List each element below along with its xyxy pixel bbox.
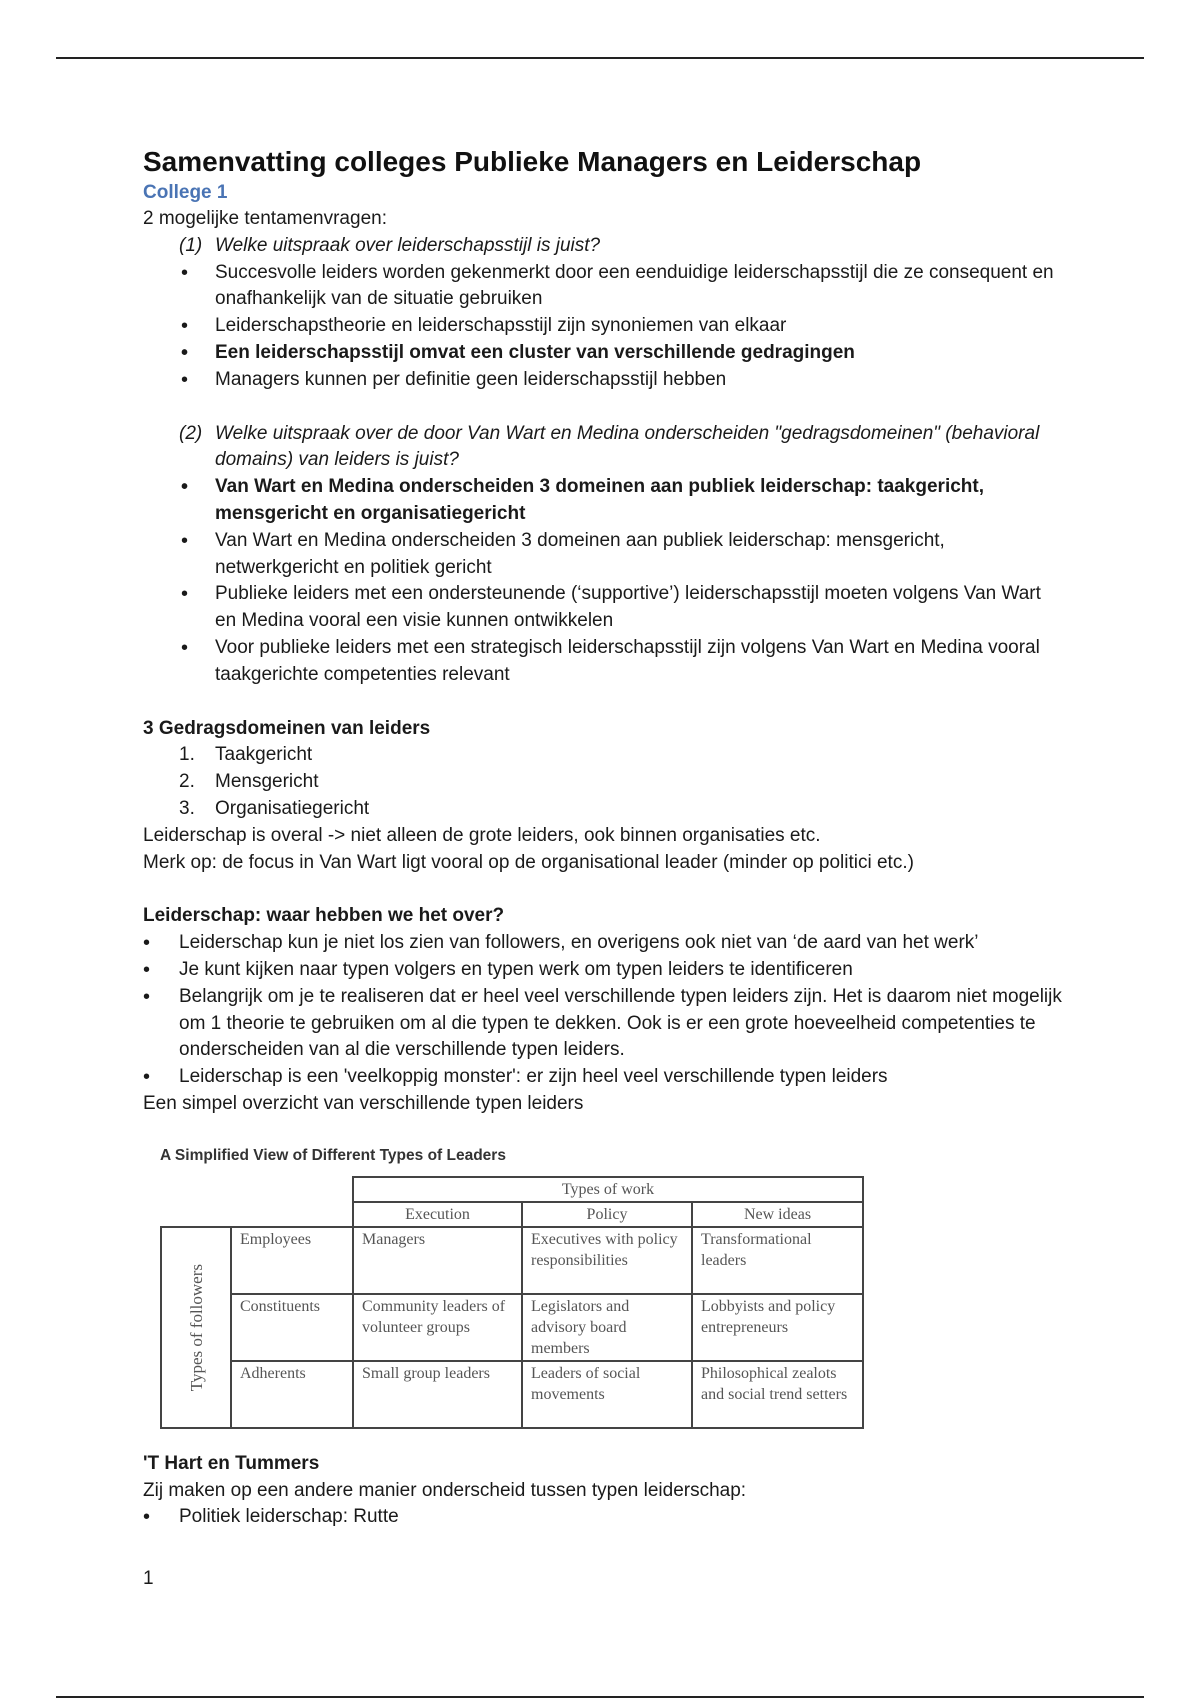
question-1-options bbox=[143, 260, 1063, 394]
table-cell: Managers bbox=[352, 1226, 521, 1293]
paragraph: Zij maken op een andere manier onderscheid tussen typen leiderschap: bbox=[143, 1479, 747, 1501]
domains-list bbox=[143, 742, 1063, 822]
row-label: Constituents bbox=[230, 1293, 352, 1360]
header-rule bbox=[56, 57, 1144, 59]
paragraph: Leiderschap is overal -> niet alleen de grote leiders, ook binnen organisaties etc. bbox=[143, 824, 821, 846]
list-item-correct: • Van Wart en Medina onderscheiden 3 domeinen aan publiek leiderschap: taakgericht, mensgericht en organisatiegericht bbox=[143, 474, 1063, 528]
list-item: • Succesvolle leiders worden gekenmerkt door een eenduidige leiderschapsstijl die ze consequent en onafhankelijk van de situatie gebruiken bbox=[143, 260, 1063, 314]
paragraph: Merk op: de focus in Van Wart ligt vooral op de organisational leader (minder op politici etc.) bbox=[143, 851, 914, 873]
hart-list bbox=[143, 1504, 1063, 1531]
question-1 bbox=[143, 233, 1063, 260]
list-item-correct: • Een leiderschapsstijl omvat een cluster van verschillende gedragingen bbox=[143, 340, 1063, 367]
question-number: (1) bbox=[179, 234, 203, 256]
list-item: • Van Wart en Medina onderscheiden 3 domeinen aan publiek leiderschap: mensgericht, netwerkgericht en politiek gericht bbox=[143, 528, 1063, 582]
list-item: • Leiderschap kun je niet los zien van followers, en overigens ook niet van ‘de aard van het werk’ bbox=[143, 930, 1063, 957]
section-heading-hart: 'T Hart en Tummers bbox=[143, 1452, 320, 1474]
table-cell: Philosophical zealots and social trend setters bbox=[691, 1360, 864, 1429]
leaders-figure bbox=[160, 1146, 872, 1429]
leaders-table bbox=[160, 1176, 872, 1429]
row-label: Employees bbox=[230, 1226, 352, 1293]
list-item: • Belangrijk om je te realiseren dat er heel veel verschillende typen leiders zijn. Het is daarom niet mogelijk om 1 theorie te gebruiken om al die typen te dekken. Ook is er een grote hoeveelheid competenties te onderscheiden van al die verschillende typen leiders. bbox=[143, 984, 1063, 1064]
list-item: • Publieke leiders met een ondersteunende (‘supportive’) leiderschapsstijl moeten volgens Van Wart en Medina vooral een visie kunnen ontwikkelen bbox=[143, 581, 1063, 635]
list-item: • Managers kunnen per definitie geen leiderschapsstijl hebben bbox=[143, 367, 1063, 394]
column-header: Policy bbox=[521, 1201, 691, 1226]
column-header: Execution bbox=[352, 1201, 521, 1226]
list-item: • Je kunt kijken naar typen volgers en typen werk om typen leiders te identificeren bbox=[143, 957, 1063, 984]
list-item: • Voor publieke leiders met een strategisch leiderschapsstijl zijn volgens Van Wart en Medina vooral taakgerichte competenties relevant bbox=[143, 635, 1063, 689]
question-2 bbox=[143, 421, 1063, 475]
table-cell: Community leaders of volunteer groups bbox=[352, 1293, 521, 1360]
question-number: (2) bbox=[179, 422, 203, 444]
table-cell: Small group leaders bbox=[352, 1360, 521, 1429]
footer-rule bbox=[56, 1696, 1144, 1698]
list-item: 3. Organisatiegericht bbox=[179, 797, 370, 819]
list-item: 1. Taakgericht bbox=[179, 744, 313, 766]
paragraph: Een simpel overzicht van verschillende typen leiders bbox=[143, 1092, 584, 1114]
page-number: 1 bbox=[143, 1568, 154, 1589]
list-item: • Leiderschapstheorie en leiderschapsstijl zijn synoniemen van elkaar bbox=[143, 313, 1063, 340]
question-2-options bbox=[143, 474, 1063, 688]
list-item: • Leiderschap is een 'veelkoppig monster': er zijn heel veel verschillende typen leiders bbox=[143, 1064, 1063, 1091]
column-header: New ideas bbox=[691, 1201, 864, 1226]
table-cell: Lobbyists and policy entrepreneurs bbox=[691, 1293, 864, 1360]
section-heading-college: College 1 bbox=[143, 182, 228, 203]
table-header-types-of-work: Types of work bbox=[352, 1176, 864, 1201]
table-cell: Executives with policy responsibilities bbox=[521, 1226, 691, 1293]
question-text: Welke uitspraak over leiderschapsstijl is juist? bbox=[215, 234, 601, 256]
leadership-list bbox=[143, 930, 1063, 1091]
section-heading-domains: 3 Gedragsdomeinen van leiders bbox=[143, 717, 431, 739]
question-text: Welke uitspraak over de door Van Wart en Medina onderscheiden "gedragsdomeinen" (behavioral domains) van leiders is juist? bbox=[215, 422, 1040, 471]
row-header-types-of-followers: Types of followers bbox=[160, 1226, 230, 1429]
table-cell: Transformational leaders bbox=[691, 1226, 864, 1293]
figure-title: A Simplified View of Different Types of Leaders bbox=[160, 1146, 506, 1164]
table-cell: Legislators and advisory board members bbox=[521, 1293, 691, 1360]
list-item: 2. Mensgericht bbox=[179, 771, 319, 793]
row-label: Adherents bbox=[230, 1360, 352, 1429]
document-title: Samenvatting colleges Publieke Managers en Leiderschap bbox=[143, 146, 922, 177]
document-page bbox=[143, 144, 1063, 1531]
list-item: • Politiek leiderschap: Rutte bbox=[143, 1504, 1063, 1531]
table-cell: Leaders of social movements bbox=[521, 1360, 691, 1429]
section-heading-leadership: Leiderschap: waar hebben we het over? bbox=[143, 905, 505, 927]
intro-text: 2 mogelijke tentamenvragen: bbox=[143, 208, 387, 229]
